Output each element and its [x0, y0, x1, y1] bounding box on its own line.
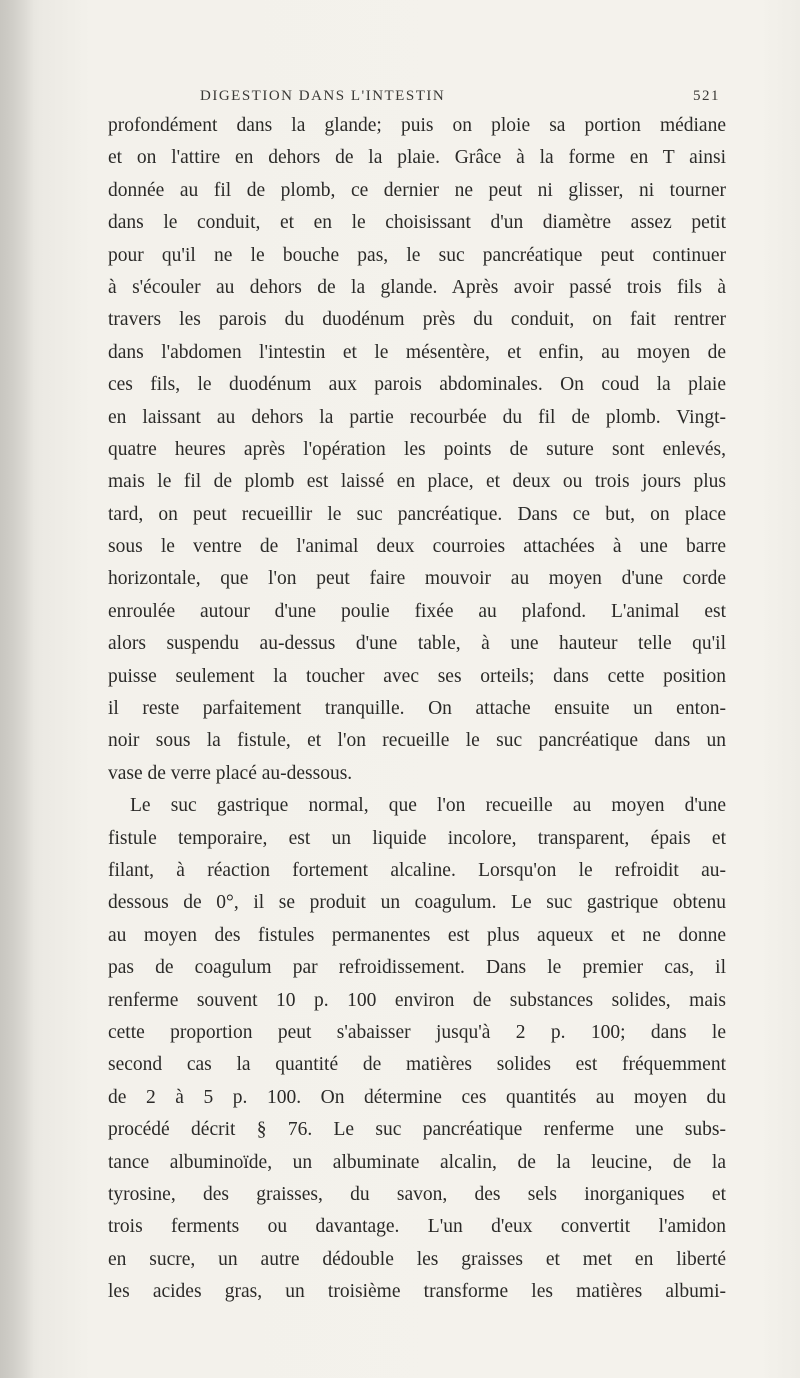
text-line: second cas la quantité de matières solides est fréquemment	[108, 1054, 726, 1076]
text-line: ces fils, le duodénum aux parois abdominales. On coud la plaie	[108, 374, 726, 396]
text-line: tyrosine, des graisses, du savon, des sels inorganiques et	[108, 1183, 726, 1205]
text-line: mais le fil de plomb est laissé en place, et deux ou trois jours plus	[108, 471, 726, 493]
text-line: procédé décrit § 76. Le suc pancréatique renferme une subs-	[108, 1119, 726, 1141]
text-line: les acides gras, un troisième transforme les matières albumi-	[108, 1281, 726, 1303]
text-line: vase de verre placé au-dessous.	[108, 762, 353, 784]
text-line: et on l'attire en dehors de la plaie. Grâce à la forme en T ainsi	[108, 147, 726, 169]
text-line: renferme souvent 10 p. 100 environ de substances solides, mais	[108, 989, 726, 1011]
body-text	[108, 110, 726, 1308]
text-line: trois ferments ou davantage. L'un d'eux convertit l'amidon	[108, 1216, 726, 1238]
page-number: 521	[693, 88, 720, 104]
text-line: à s'écouler au dehors de la glande. Après avoir passé trois fils à	[108, 276, 726, 298]
text-line: dans l'abdomen l'intestin et le mésentère, et enfin, au moyen de	[108, 341, 726, 363]
text-line: Le suc gastrique normal, que l'on recueille au moyen d'une	[130, 795, 726, 817]
text-line: dans le conduit, et en le choisissant d'un diamètre assez petit	[108, 212, 726, 234]
text-line: pas de coagulum par refroidissement. Dans le premier cas, il	[108, 957, 726, 979]
text-line: il reste parfaitement tranquille. On attache ensuite un enton-	[108, 698, 726, 720]
text-line: donnée au fil de plomb, ce dernier ne peut ni glisser, ni tourner	[108, 179, 726, 201]
text-line: tard, on peut recueillir le suc pancréatique. Dans ce but, on place	[108, 503, 726, 525]
text-line: de 2 à 5 p. 100. On détermine ces quantités au moyen du	[108, 1086, 726, 1108]
text-line: cette proportion peut s'abaisser jusqu'à 2 p. 100; dans le	[108, 1021, 726, 1043]
text-line: filant, à réaction fortement alcaline. Lorsqu'on le refroidit au-	[108, 859, 726, 881]
text-line: profondément dans la glande; puis on ploie sa portion médiane	[108, 115, 726, 136]
text-line: noir sous la fistule, et l'on recueille le suc pancréatique dans un	[108, 730, 726, 752]
text-line: pour qu'il ne le bouche pas, le suc pancréatique peut continuer	[108, 244, 726, 266]
text-line: dessous de 0°, il se produit un coagulum. Le suc gastrique obtenu	[108, 892, 726, 914]
text-line: quatre heures après l'opération les points de suture sont enlevés,	[108, 438, 726, 460]
text-line: au moyen des fistules permanentes est plus aqueux et ne donne	[108, 924, 726, 946]
text-line: tance albuminoïde, un albuminate alcalin, de la leucine, de la	[108, 1151, 726, 1173]
text-line: horizontale, que l'on peut faire mouvoir au moyen d'une corde	[108, 568, 726, 590]
text-line: en sucre, un autre dédouble les graisses et met en liberté	[108, 1248, 726, 1270]
text-line: alors suspendu au-dessus d'une table, à une hauteur telle qu'il	[108, 633, 726, 655]
text-line: sous le ventre de l'animal deux courroies attachées à une barre	[108, 536, 726, 558]
running-title: DIGESTION DANS L'INTESTIN	[200, 88, 446, 104]
text-line: puisse seulement la toucher avec ses orteils; dans cette position	[108, 665, 726, 687]
text-line: travers les parois du duodénum près du conduit, on fait rentrer	[108, 309, 726, 331]
text-line: en laissant au dehors la partie recourbée du fil de plomb. Vingt-	[108, 406, 726, 428]
text-line: enroulée autour d'une poulie fixée au plafond. L'animal est	[108, 600, 726, 622]
spine-shadow	[0, 0, 34, 1378]
text-line: fistule temporaire, est un liquide incolore, transparent, épais et	[108, 827, 726, 849]
